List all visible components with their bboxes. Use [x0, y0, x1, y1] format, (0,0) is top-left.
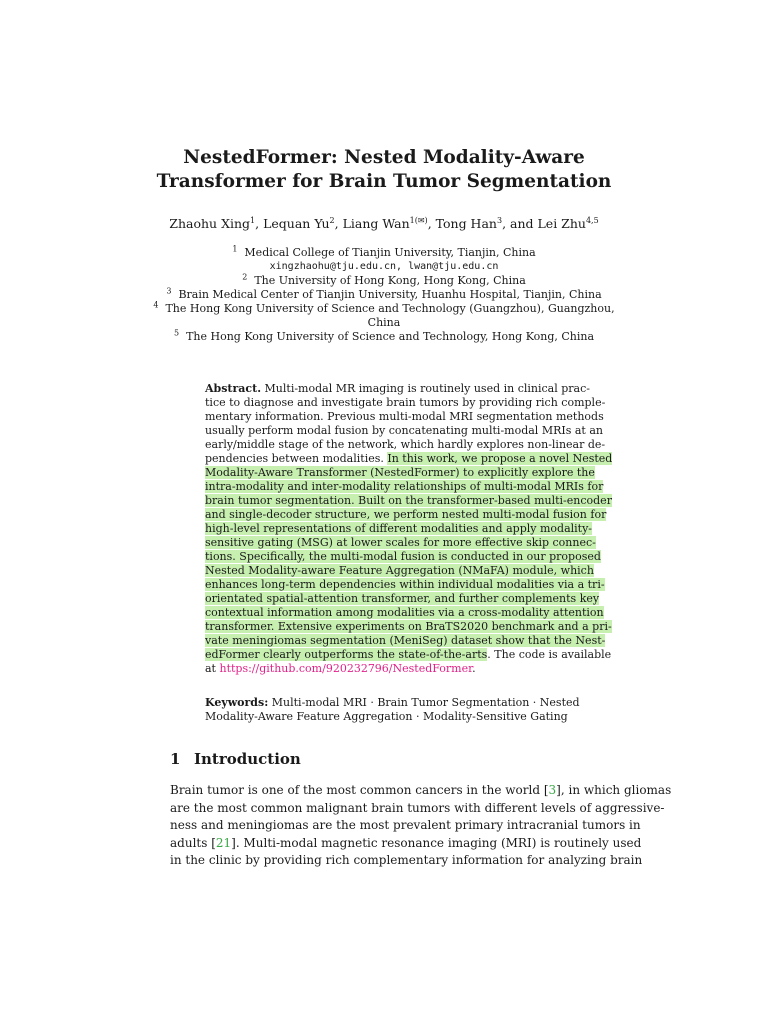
abstract-line: at https://github.com/920232796/NestedFormer. — [205, 662, 476, 675]
keywords-line: Modality-Aware Feature Aggregation · Modality-Sensitive Gating — [205, 710, 568, 723]
affiliations — [100, 246, 668, 344]
abstract-line — [205, 494, 612, 508]
keywords — [205, 696, 580, 724]
keywords-line: Keywords: Multi-modal MRI · Brain Tumor Segmentation · Nested — [205, 696, 580, 709]
abstract-label: Abstract. — [205, 382, 262, 395]
highlighted-text: high-level representations of different modalities and apply modality- — [205, 522, 593, 535]
abstract-line — [205, 564, 594, 578]
abstract-line — [205, 536, 596, 550]
keywords-label: Keywords: — [205, 696, 269, 709]
affiliation: $^3$ Brain Medical Center of Tianjin University, Huanhu Hospital, Tianjin, China — [166, 286, 602, 301]
highlighted-text: sensitive gating (MSG) at lower scales for more effective skip connec- — [205, 536, 596, 549]
author-emails: xingzhaohu@tju.edu.cn, lwan@tju.edu.cn — [269, 261, 499, 272]
highlighted-text: orientated spatial-attention transformer, and further complements key — [205, 592, 600, 605]
abstract-line — [205, 578, 605, 592]
highlighted-text: tions. Specifically, the multi-modal fusion is conducted in our proposed — [205, 550, 601, 563]
highlighted-text: enhances long-term dependencies within individual modalities via a tri- — [205, 578, 605, 591]
abstract-line — [205, 466, 595, 480]
abstract-line: pendencies between modalities. In this work, we propose a novel Nested — [205, 452, 613, 465]
title-line: NestedFormer: Nested Modality-Aware — [183, 147, 585, 168]
abstract-line — [205, 508, 607, 522]
abstract-line — [205, 606, 604, 620]
title-line: Transformer for Brain Tumor Segmentation — [156, 171, 612, 192]
author: Lei Zhu$^{4,5}$ — [537, 215, 599, 231]
highlighted-text: vate meningiomas segmentation (MeniSeg) dataset show that the Nest- — [205, 634, 606, 647]
highlighted-text: contextual information among modalities via a cross-modality attention — [205, 606, 604, 619]
author: Tong Han$^3$ — [435, 215, 503, 231]
abstract-line: edFormer clearly outperforms the state-of-the-arts. The code is available — [205, 648, 612, 661]
highlighted-text: brain tumor segmentation. Built on the transformer-based multi-encoder — [205, 494, 612, 507]
abstract — [205, 382, 613, 676]
author: Liang Wan$^{1(✉)}$ — [342, 215, 428, 231]
abstract-line: tice to diagnose and investigate brain tumors by providing rich comple- — [205, 396, 606, 409]
abstract-line — [205, 480, 604, 494]
abstract-line — [205, 620, 612, 634]
intro-line: Brain tumor is one of the most common cancers in the world [3], in which gliomas — [170, 783, 672, 797]
affiliation-continued: China — [367, 316, 401, 329]
highlighted-text: and single-decoder structure, we perform nested multi-modal fusion for — [205, 508, 607, 521]
affiliation: $^5$ The Hong Kong University of Science and Technology, Hong Kong, China — [173, 328, 595, 343]
abstract-line — [205, 550, 601, 564]
abstract-line: early/middle stage of the network, which hardly explores non-linear de- — [205, 438, 606, 451]
highlighted-text: transformer. Extensive experiments on BraTS2020 benchmark and a pri- — [205, 620, 612, 633]
author-list: Zhaohu Xing$^1$, Lequan Yu$^2$, Liang Wan$^{1(✉)}$, Tong Han$^3$, and Lei Zhu$^{4,5}$ — [169, 215, 599, 231]
highlighted-text: intra-modality and inter-modality relationships of multi-modal MRIs for — [205, 480, 604, 493]
author: Lequan Yu$^2$ — [263, 215, 335, 231]
citation-link[interactable]: 3 — [548, 783, 557, 797]
intro-line: adults [21]. Multi-modal magnetic resonance imaging (MRI) is routinely used — [170, 835, 642, 850]
intro-line: are the most common malignant brain tumors with different levels of aggressive- — [170, 800, 665, 815]
abstract-line: Abstract. Multi-modal MR imaging is routinely used in clinical prac- — [205, 382, 590, 395]
affiliation: $^4$ The Hong Kong University of Science and Technology (Guangzhou), Guangzhou, — [153, 300, 615, 315]
affiliation: $^1$ Medical College of Tianjin University, Tianjin, China — [232, 244, 536, 259]
introduction-text — [170, 782, 672, 870]
highlighted-text: edFormer clearly outperforms the state-of-the-arts — [205, 648, 488, 661]
section-number: 1 — [170, 750, 181, 768]
intro-line: in the clinic by providing rich complementary information for analyzing brain — [170, 853, 643, 868]
author: Zhaohu Xing$^1$ — [169, 215, 256, 231]
highlighted-text: Modality-Aware Transformer (NestedFormer) to explicitly explore the — [205, 466, 595, 479]
highlighted-text: Nested Modality-aware Feature Aggregation (NMaFA) module, which — [205, 564, 594, 577]
highlighted-text: In this work, we propose a novel Nested — [387, 452, 613, 465]
section-heading — [170, 750, 301, 768]
abstract-line — [205, 522, 593, 536]
abstract-line: mentary information. Previous multi-modal MRI segmentation methods — [205, 410, 604, 423]
code-link[interactable]: https://github.com/920232796/NestedFormer — [219, 662, 473, 675]
abstract-line — [205, 634, 606, 648]
section-title: Introduction — [194, 750, 301, 768]
abstract-line — [205, 592, 600, 606]
intro-line: ness and meningiomas are the most prevalent primary intracranial tumors in — [170, 818, 641, 833]
paper-title — [100, 146, 668, 194]
affiliation: $^2$ The University of Hong Kong, Hong Kong, China — [242, 272, 526, 287]
abstract-line: usually perform modal fusion by concatenating multi-modal MRIs at an — [205, 424, 603, 437]
citation-link[interactable]: 21 — [215, 835, 232, 850]
